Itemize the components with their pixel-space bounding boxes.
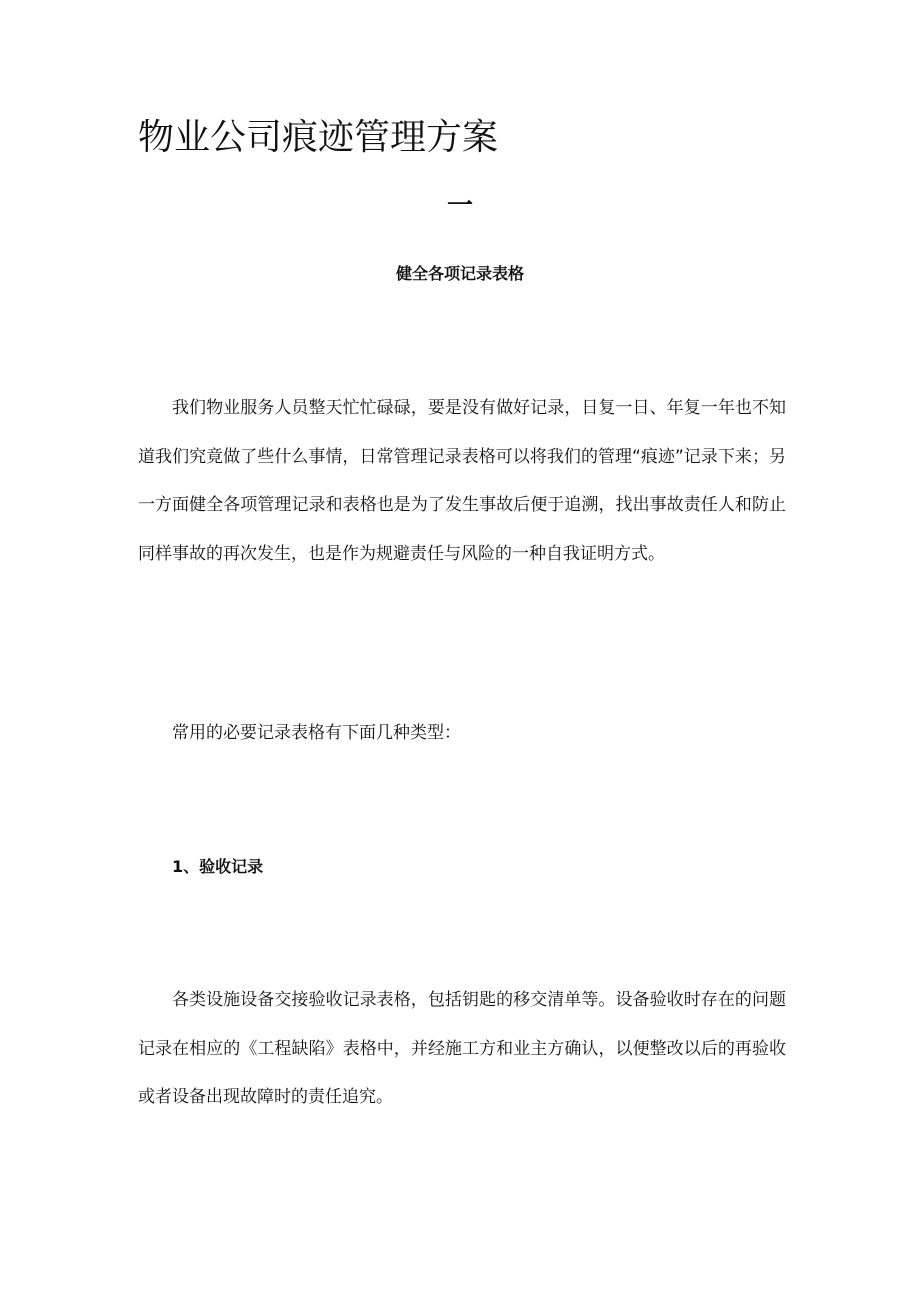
document-title: 物业公司痕迹管理方案: [138, 117, 499, 158]
subsection-paragraph: 各类设施设备交接验收记录表格，包括钥匙的移交清单等。设备验收时存在的问题记录在相应的《工程缺陷》表格中，并经施工方和业主方确认，以便整改以后的再验收或者设备出现故障时的责任追究。: [138, 990, 786, 1107]
intro-paragraph: 我们物业服务人员整天忙忙碌碌，要是没有做好记录，日复一日、年复一年也不知道我们究竟做了些什么事情，日常管理记录表格可以将我们的管理“痕迹”记录下来；另一方面健全各项管理记录和表格也是为了发生事故后便于追溯，找出事故责任人和防止同样事故的再次发生，也是作为规避责任与风险的一种自我证明方式。: [138, 398, 786, 564]
section-number: 一: [446, 191, 473, 221]
subsection-heading: 1、验收记录: [172, 857, 264, 876]
types-intro-paragraph: 常用的必要记录表格有下面几种类型：: [172, 723, 461, 743]
section-heading: 健全各项记录表格: [395, 264, 524, 283]
